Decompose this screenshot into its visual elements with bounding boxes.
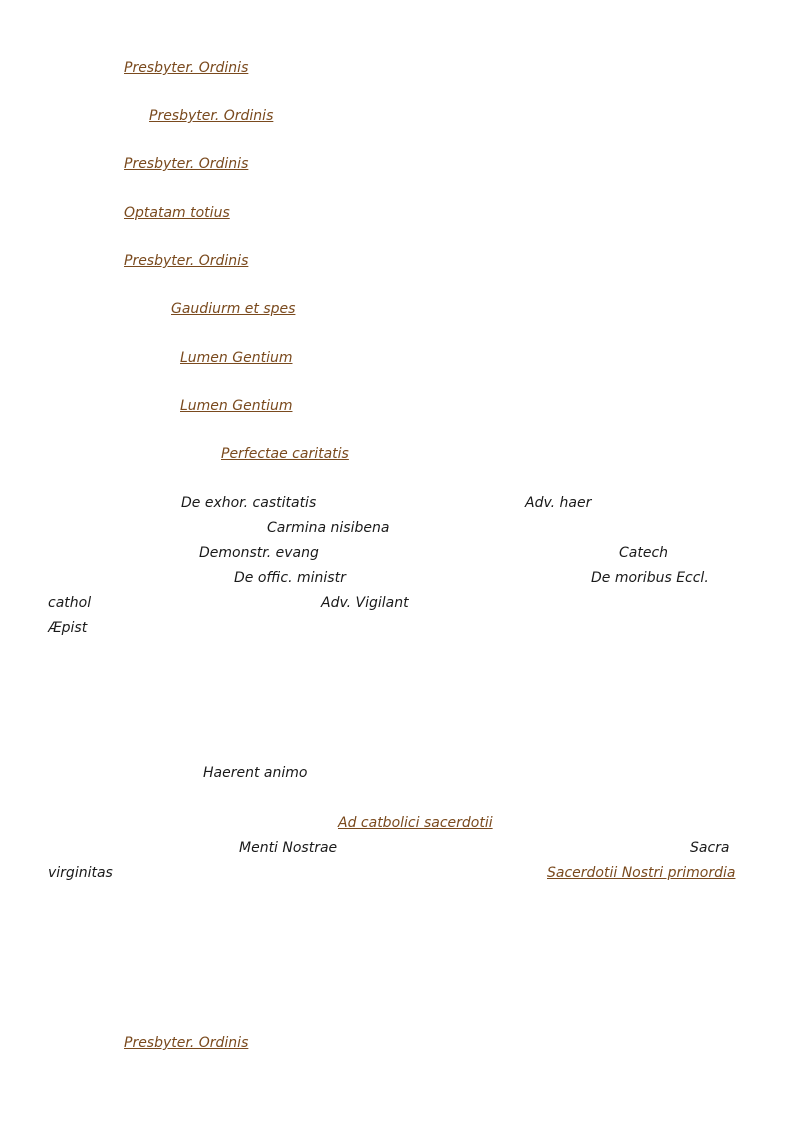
link-presbyter-ordinis-5[interactable]: Presbyter. Ordinis	[124, 1035, 249, 1051]
link-presbyter-ordinis-2[interactable]: Presbyter. Ordinis	[149, 108, 274, 124]
citation-adv-vigilant: Adv. Vigilant	[321, 595, 409, 611]
link-presbyter-ordinis-4[interactable]: Presbyter. Ordinis	[124, 253, 249, 269]
citation-adv-haer: Adv. haer	[525, 495, 592, 511]
citation-carmina-nisibena: Carmina nisibena	[267, 520, 390, 536]
citation-sacra: Sacra	[690, 840, 730, 856]
citation-de-exhor-castitatis: De exhor. castitatis	[181, 495, 317, 511]
link-lumen-gentium-2[interactable]: Lumen Gentium	[180, 398, 293, 414]
citation-haerent-animo: Haerent animo	[203, 765, 308, 781]
citation-catech: Catech	[619, 545, 669, 561]
link-sacerdotii-nostri-primordia[interactable]: Sacerdotii Nostri primordia	[547, 865, 736, 881]
citation-de-moribus-eccl: De moribus Eccl.	[591, 570, 709, 586]
link-gaudium-et-spes[interactable]: Gaudiurm et spes	[171, 301, 296, 317]
link-optatam-totius[interactable]: Optatam totius	[124, 205, 230, 221]
citation-aepist: Æpist	[48, 620, 88, 636]
citation-menti-nostrae: Menti Nostrae	[239, 840, 338, 856]
link-presbyter-ordinis-1[interactable]: Presbyter. Ordinis	[124, 60, 249, 76]
citation-cathol: cathol	[48, 595, 92, 611]
citation-virginitas: virginitas	[48, 865, 113, 881]
link-presbyter-ordinis-3[interactable]: Presbyter. Ordinis	[124, 156, 249, 172]
link-perfectae-caritatis[interactable]: Perfectae caritatis	[221, 446, 349, 462]
link-lumen-gentium-1[interactable]: Lumen Gentium	[180, 350, 293, 366]
citation-de-offic-ministr: De offic. ministr	[234, 570, 346, 586]
citation-demonstr-evang: Demonstr. evang	[199, 545, 319, 561]
link-ad-catholici-sacerdotii[interactable]: Ad catbolici sacerdotii	[338, 815, 493, 831]
